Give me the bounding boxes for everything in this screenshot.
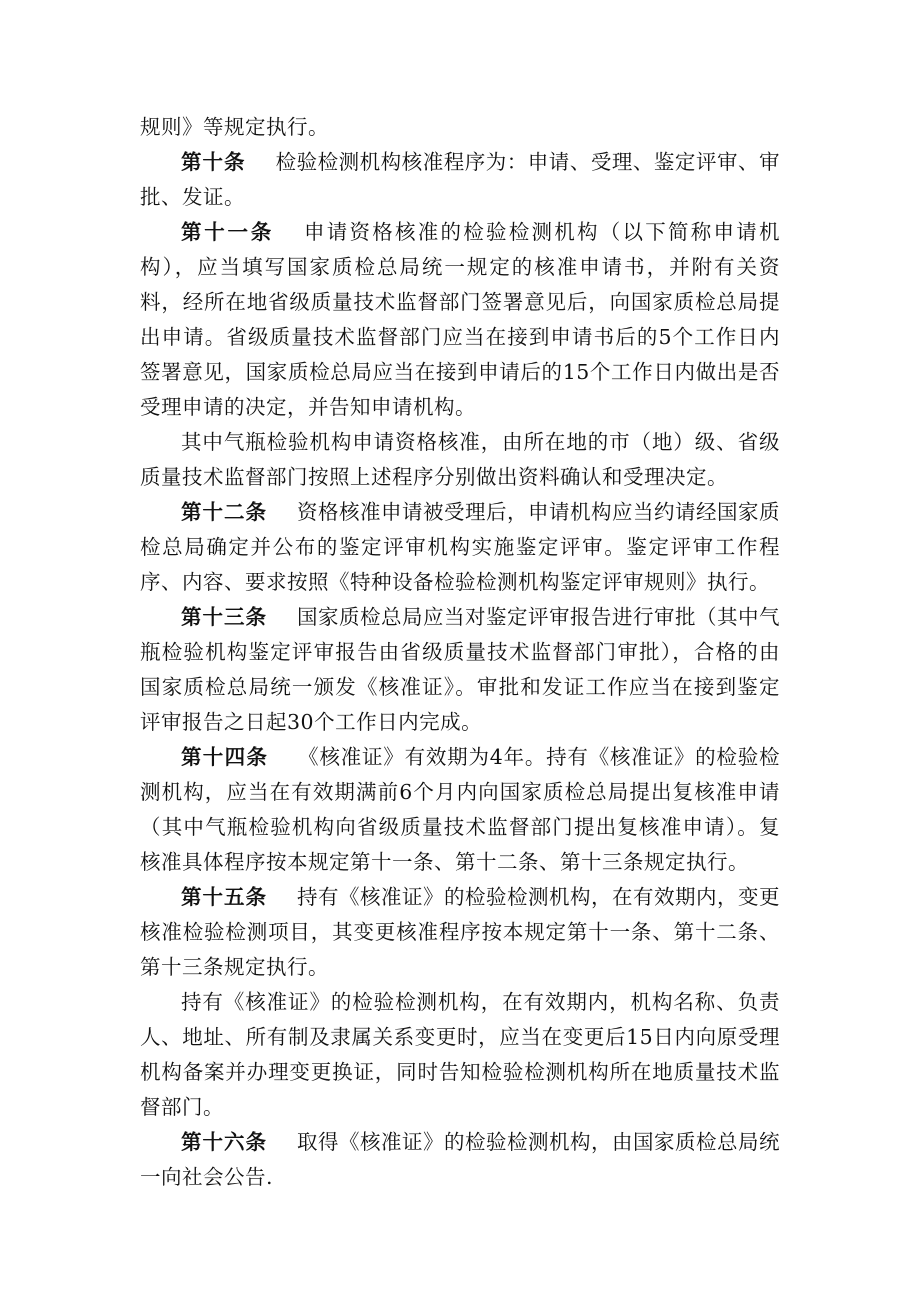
article-heading: 第十三条 xyxy=(181,605,267,629)
paragraph-continuation xyxy=(140,110,780,145)
article-heading: 第十条 xyxy=(181,150,246,174)
article-12 xyxy=(140,495,780,600)
article-heading: 第十六条 xyxy=(181,1130,267,1154)
article-16 xyxy=(140,1125,780,1195)
article-text: 检验检测机构核准程序为：申请、受理、鉴定评审、审批、发证。 xyxy=(140,150,781,209)
article-heading: 第十五条 xyxy=(181,885,267,909)
paragraph-text: 持有《核准证》的检验检测机构，在有效期内，机构名称、负责人、地址、所有制及隶属关系变更时，应当在变更后15日内向原受理机构备案并办理变更换证，同时告知检验检测机构所在地质量技术监督部门。 xyxy=(140,990,780,1119)
article-heading: 第十四条 xyxy=(181,745,269,769)
article-text: 取得《核准证》的检验检测机构，由国家质检总局统一向社会公告. xyxy=(140,1130,780,1189)
article-13 xyxy=(140,600,780,740)
article-text: 国家质检总局应当对鉴定评审报告进行审批（其中气瓶检验机构鉴定评审报告由省级质量技术监督部门审批），合格的由国家质检总局统一颁发《核准证》。审批和发证工作应当在接到鉴定评审报告之日起30个工作日内完成。 xyxy=(140,605,780,734)
article-text: 《核准证》有效期为4年。持有《核准证》的检验检测机构，应当在有效期满前6个月内向国家质检总局提出复核准申请（其中气瓶检验机构向省级质量技术监督部门提出复核准申请）。复核准具体程序按本规定第十一条、第十二条、第十三条规定执行。 xyxy=(140,745,781,874)
article-heading: 第十二条 xyxy=(181,500,267,524)
paragraph-text: 规则》等规定执行。 xyxy=(140,115,329,139)
article-10 xyxy=(140,145,780,215)
article-text: 持有《核准证》的检验检测机构，在有效期内，变更核准检验检测项目，其变更核准程序按本规定第十一条、第十二条、第十三条规定执行。 xyxy=(140,885,780,979)
article-15-paragraph-2 xyxy=(140,985,780,1125)
article-text: 申请资格核准的检验检测机构（以下简称申请机构），应当填写国家质检总局统一规定的核准申请书，并附有关资料，经所在地省级质量技术监督部门签署意见后，向国家质检总局提出申请。省级质量技术监督部门应当在接到申请书后的5个工作日内签署意见，国家质检总局应当在接到申请后的15个工作日内做出是否受理申请的决定，并告知申请机构。 xyxy=(140,220,780,419)
article-heading: 第十一条 xyxy=(181,220,274,244)
article-14 xyxy=(140,740,780,880)
article-11-paragraph-2 xyxy=(140,425,780,495)
article-11 xyxy=(140,215,780,425)
article-text: 资格核准申请被受理后，申请机构应当约请经国家质检总局确定并公布的鉴定评审机构实施鉴定评审。鉴定评审工作程序、内容、要求按照《特种设备检验检测机构鉴定评审规则》执行。 xyxy=(140,500,780,594)
paragraph-text: 其中气瓶检验机构申请资格核准，由所在地的市（地）级、省级质量技术监督部门按照上述程序分别做出资料确认和受理决定。 xyxy=(140,430,780,489)
article-15 xyxy=(140,880,780,985)
